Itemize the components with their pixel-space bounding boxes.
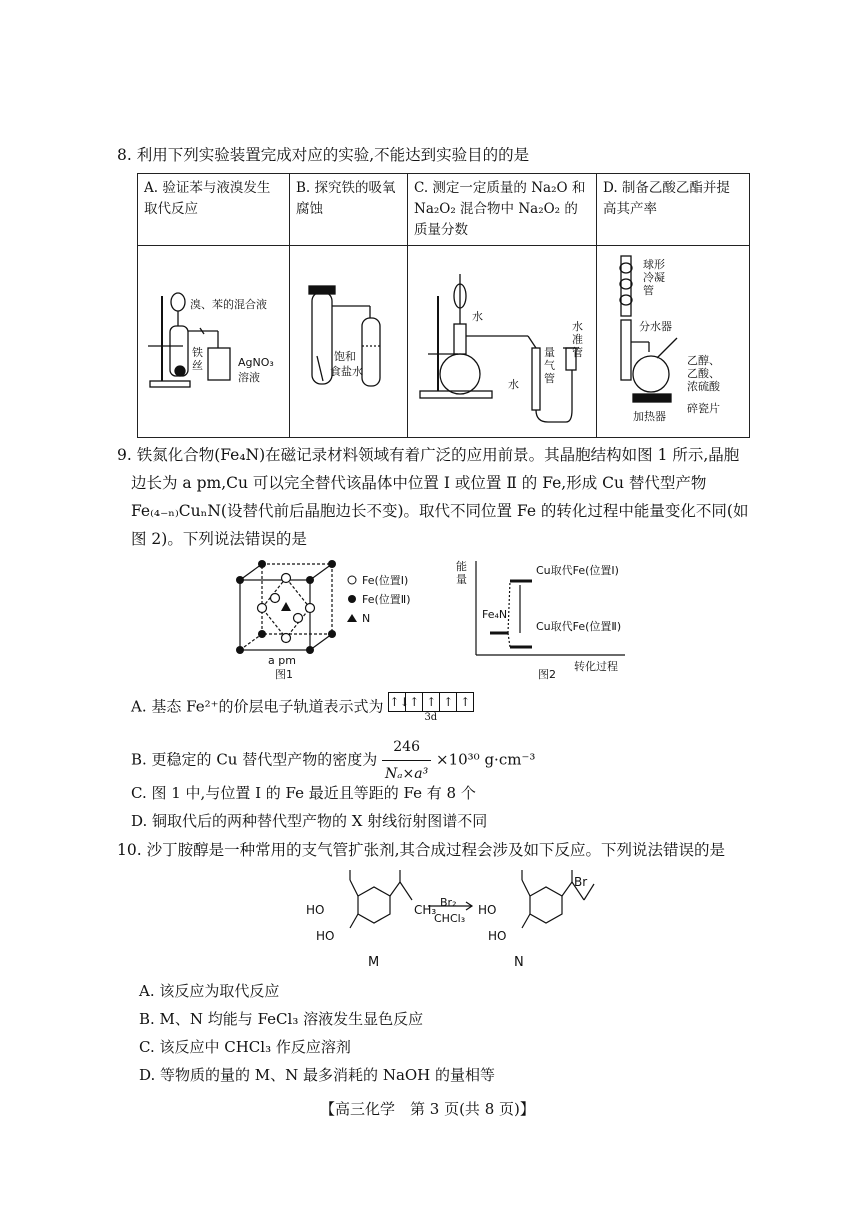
q9-stem-line1: 9. 铁氮化合物(Fe₄N)在磁记录材料领域有着广泛的应用前景。其晶胞结构如图 1 所示,晶胞 <box>117 446 740 464</box>
orbital-box: ↑↓ <box>388 692 406 712</box>
q10-stem: 10. 沙丁胺醇是一种常用的支气管扩张剂,其合成过程会涉及如下反应。下列说法错误的是 <box>117 841 726 859</box>
q10-option-c: C. 该反应中 CHCl₃ 作反应溶剂 <box>139 1038 351 1056</box>
q8-option-a: A. 验证苯与液溴发生取代反应 <box>138 174 290 246</box>
fig1-legend-fe2: Fe(位置Ⅱ) <box>362 593 411 606</box>
q8-figure-b <box>290 246 408 438</box>
density-unit: ×10³⁰ g·cm⁻³ <box>436 750 536 769</box>
m-oh-label: HO <box>316 929 335 943</box>
apparatus-a-diagram <box>138 246 289 430</box>
fig2-low-label: Cu取代Fe(位置Ⅱ) <box>536 620 622 633</box>
label-gas-tube: 量气管 <box>544 346 555 385</box>
q8-figure-d <box>597 246 750 438</box>
orbital-box: ↑ <box>422 692 440 712</box>
orbital-subshell: 3d <box>424 712 438 723</box>
m-ch3-label: CH₃ <box>414 903 437 917</box>
orbital-box: ↑ <box>439 692 457 712</box>
q8-option-c: C. 测定一定质量的 Na₂O 和 Na₂O₂ 混合物中 Na₂O₂ 的质量分数 <box>408 174 597 246</box>
label-water-2: 水 <box>508 378 519 391</box>
label-water: 水 <box>472 310 483 323</box>
label-chips: 碎瓷片 <box>687 402 720 415</box>
apparatus-b-diagram <box>290 246 407 430</box>
q8-figure-c <box>408 246 597 438</box>
fig2-caption: 图2 <box>538 668 556 681</box>
q9-option-d: D. 铜取代后的两种替代型产物的 X 射线衍射图谱不同 <box>131 812 488 830</box>
q9-stem-line3: Fe₍₄₋ₙ₎CuₙN(设替代前后晶胞边长不变)。取代不同位置 Fe 的转化过程中能量变化不同(如 <box>131 502 749 520</box>
fig2-y-label: 能量 <box>456 560 467 586</box>
n-ho-label: HO <box>478 903 497 917</box>
q10-option-a: A. 该反应为取代反应 <box>139 982 280 1000</box>
fig1-caption: 图1 <box>275 668 293 681</box>
label-heater: 加热器 <box>633 410 666 423</box>
q8-table <box>137 173 750 438</box>
reaction-scheme <box>300 866 620 946</box>
q10-option-d: D. 等物质的量的 M、N 最多消耗的 NaOH 的量相等 <box>139 1066 496 1084</box>
compound-m-label: M <box>368 955 380 970</box>
fig2-x-label: 转化过程 <box>574 660 618 673</box>
label-reagents: 乙醇、乙酸、浓硫酸 <box>687 354 720 393</box>
reagent-chcl3: CHCl₃ <box>434 912 466 925</box>
q8-option-d: D. 制备乙酸乙酯并提高其产率 <box>597 174 750 246</box>
n-br-label: Br <box>574 875 588 889</box>
label-iron-wire: 铁丝 <box>192 346 203 372</box>
label-level-tube: 水准管 <box>572 320 583 359</box>
orbital-box: ↑ <box>405 692 423 712</box>
fig1-legend-n: N <box>362 612 371 625</box>
fig2-start-label: Fe₄N <box>482 608 508 621</box>
q10-option-b: B. M、N 均能与 FeCl₃ 溶液发生显色反应 <box>139 1010 424 1028</box>
fig2-high-label: Cu取代Fe(位置Ⅰ) <box>536 564 619 577</box>
compound-n-label: N <box>514 955 524 970</box>
label-mix: 溴、苯的混合液 <box>190 298 267 311</box>
fraction-denominator: Nₐ×a³ <box>385 766 429 782</box>
fraction-numerator: 246 <box>382 734 431 761</box>
m-ho-label: HO <box>306 903 325 917</box>
label-separator: 分水器 <box>639 320 672 333</box>
orbital-box: ↑ <box>456 692 474 712</box>
label-solution: 溶液 <box>238 371 260 384</box>
q9-stem-line2: 边长为 a pm,Cu 可以完全替代该晶体中位置 Ⅰ 或位置 Ⅱ 的 Fe,形成 Cu 替代型产物 <box>131 474 707 492</box>
fig1-legend-fe1: Fe(位置Ⅰ) <box>362 574 409 587</box>
apparatus-c-diagram <box>408 246 596 430</box>
q8-figure-a <box>138 246 290 438</box>
label-saturated: 饱和 <box>334 350 356 363</box>
q9-option-c: C. 图 1 中,与位置 Ⅰ 的 Fe 最近且等距的 Fe 有 8 个 <box>131 784 476 802</box>
label-agno3: AgNO₃ <box>238 356 274 369</box>
q9-option-a-text: A. 基态 Fe²⁺的价层电子轨道表示式为 <box>131 697 384 716</box>
q9-option-b-text: B. 更稳定的 Cu 替代型产物的密度为 <box>131 750 378 769</box>
q8-option-b: B. 探究铁的吸氧腐蚀 <box>290 174 408 246</box>
reagent-br2: Br₂ <box>440 896 457 909</box>
label-brine: 食盐水 <box>330 365 363 378</box>
n-oh-label: HO <box>488 929 507 943</box>
orbital-diagram <box>388 692 473 723</box>
page-footer: 【高三化学 第 3 页(共 8 页)】 <box>320 1100 535 1118</box>
q9-option-a <box>131 692 473 723</box>
q9-stem-line4: 图 2)。下列说法错误的是 <box>131 530 307 548</box>
fig1-edge-label: a pm <box>268 654 296 667</box>
q8-stem: 8. 利用下列实验装置完成对应的实验,不能达到实验目的的是 <box>117 146 530 164</box>
label-condenser: 球形冷凝管 <box>643 258 665 297</box>
